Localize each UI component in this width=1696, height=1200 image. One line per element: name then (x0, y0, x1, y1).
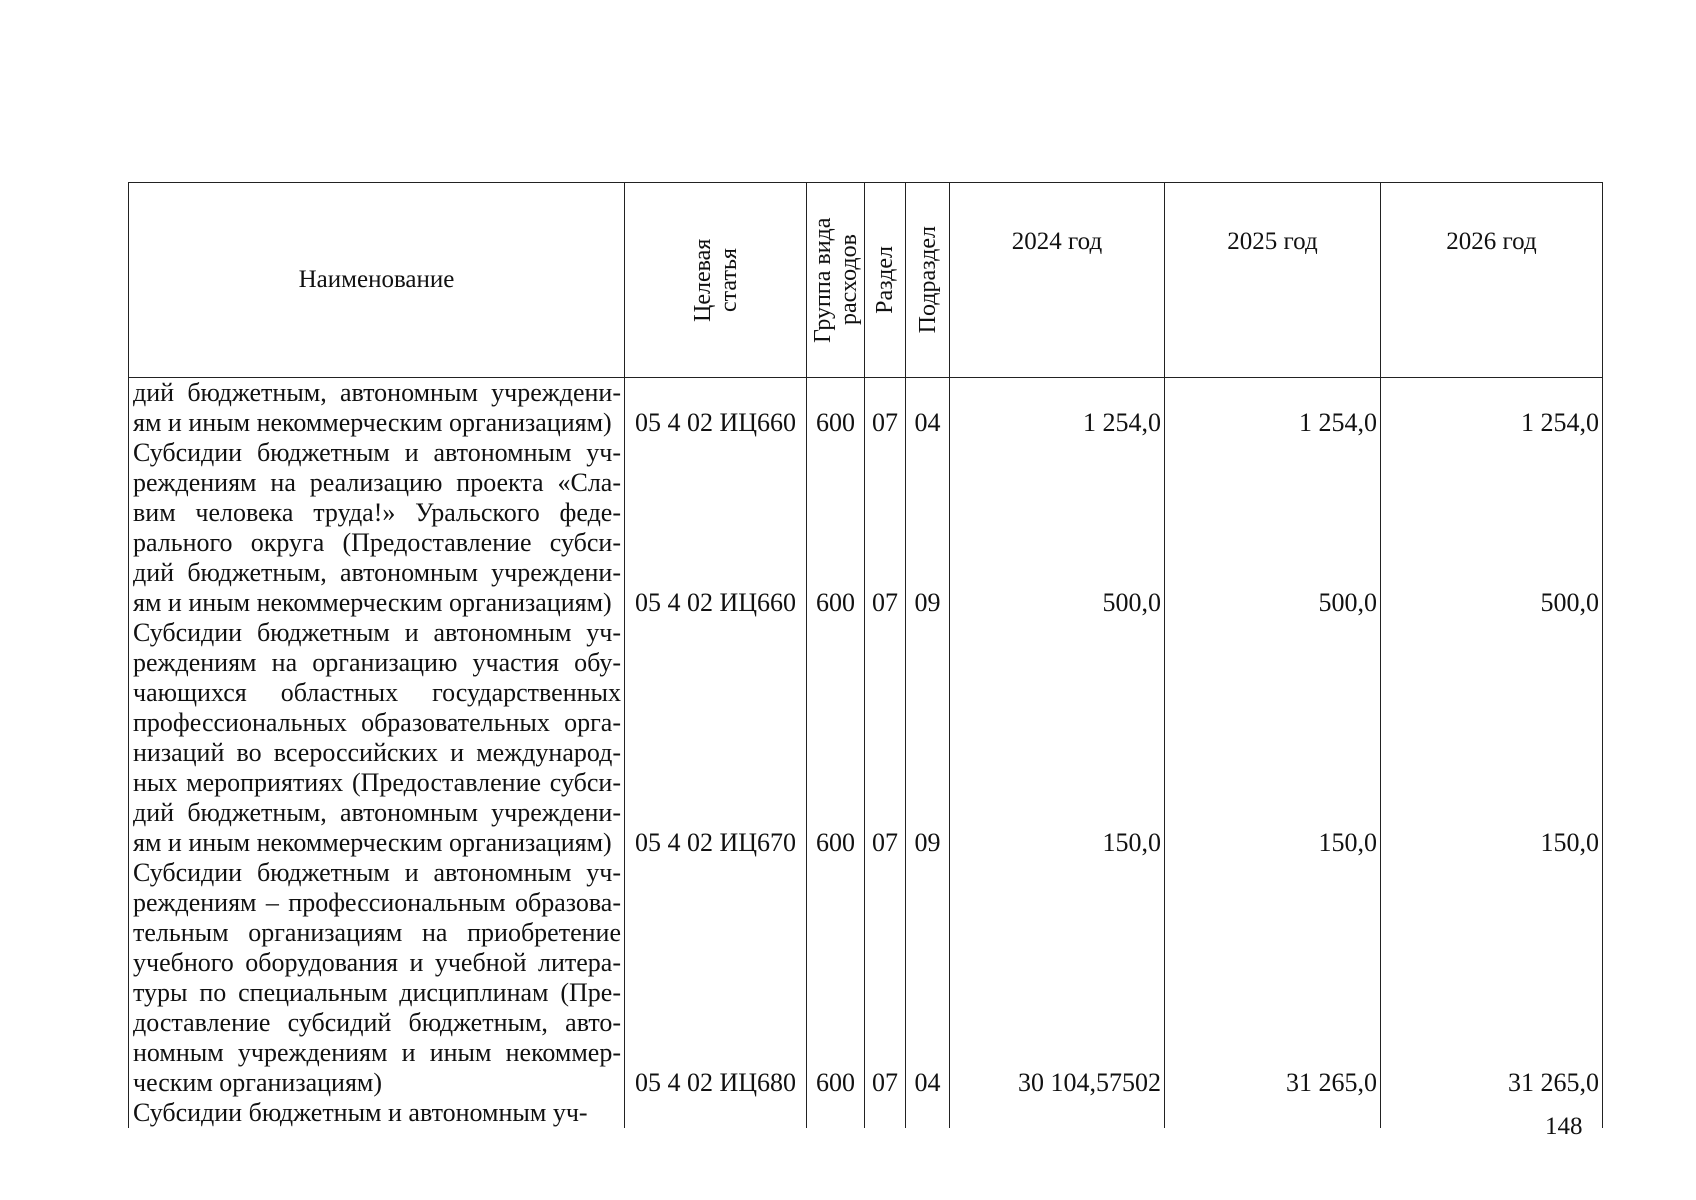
amount-2025-cell: 1 254,0 (1165, 378, 1381, 439)
name-line: Субсидии бюджетным и автономным уч- (133, 1098, 588, 1127)
name-cell (129, 378, 625, 439)
name-line: ям и иным некоммерческим организациям) (133, 408, 612, 437)
amount-2025-cell: 150,0 (1165, 618, 1381, 858)
table-body (129, 378, 1603, 1129)
table-row (129, 618, 1603, 858)
header-subsection: Подраздел (906, 183, 950, 378)
budget-table (128, 182, 1603, 1128)
target-article-cell: 05 4 02 ИЦ660 (625, 438, 807, 618)
section-cell: 07 (865, 438, 906, 618)
name-line: дий бюджетным, автономным учреждени- (133, 558, 621, 587)
table-row (129, 1098, 1603, 1128)
name-line: профессиональных образовательных орга- (133, 708, 621, 737)
name-cell (129, 1098, 625, 1128)
target-article-cell: 05 4 02 ИЦ660 (625, 378, 807, 439)
header-year-2025: 2025 год (1165, 183, 1381, 378)
amount-2025-cell: 500,0 (1165, 438, 1381, 618)
header-target-article: Целевая статья (625, 183, 807, 378)
subsection-cell: 04 (906, 378, 950, 439)
name-line: Субсидии бюджетным и автономным уч- (133, 858, 621, 887)
amount-2024-cell: 150,0 (950, 618, 1165, 858)
header-name: Наименование (129, 183, 625, 378)
page-number: 148 (1545, 1113, 1583, 1140)
expense-group-cell: 600 (807, 378, 865, 439)
expense-group-cell (807, 1098, 865, 1128)
expense-group-cell: 600 (807, 858, 865, 1098)
subsection-cell: 09 (906, 438, 950, 618)
amount-2026-cell: 500,0 (1381, 438, 1603, 618)
target-article-cell (625, 1098, 807, 1128)
name-cell (129, 618, 625, 858)
header-year-2024: 2024 год (950, 183, 1165, 378)
subsection-cell: 09 (906, 618, 950, 858)
name-line: реждениям на организацию участия обу- (133, 648, 621, 677)
name-line: низаций во всероссийских и международ- (133, 738, 621, 767)
name-line: реждениям на реализацию проекта «Сла- (133, 468, 621, 497)
amount-2026-cell: 1 254,0 (1381, 378, 1603, 439)
header-section: Раздел (865, 183, 906, 378)
subsection-cell: 04 (906, 858, 950, 1098)
amount-2025-cell: 31 265,0 (1165, 858, 1381, 1098)
name-line: Субсидии бюджетным и автономным уч- (133, 438, 621, 467)
header-year-2026: 2026 год (1381, 183, 1603, 378)
subsection-cell (906, 1098, 950, 1128)
amount-2024-cell (950, 1098, 1165, 1128)
header-expense-group: Группа вида расходов (807, 183, 865, 378)
amount-2026-cell: 31 265,0 (1381, 858, 1603, 1098)
name-line: ям и иным некоммерческим организациям) (133, 828, 612, 857)
name-cell (129, 438, 625, 618)
name-line: чающихся областных государственных (133, 678, 621, 707)
target-article-cell: 05 4 02 ИЦ670 (625, 618, 807, 858)
section-cell (865, 1098, 906, 1128)
name-line: ных мероприятиях (Предоставление субси- (133, 768, 621, 797)
name-line: учебного оборудования и учебной литера- (133, 948, 621, 977)
name-line: рального округа (Предоставление субси- (133, 528, 621, 557)
name-line: дий бюджетным, автономным учреждени- (133, 378, 621, 407)
name-line: дий бюджетным, автономным учреждени- (133, 798, 621, 827)
name-line: тельным организациям на приобретение (133, 918, 621, 947)
table-row (129, 858, 1603, 1098)
name-line: вим человека труда!» Уральского феде- (133, 498, 621, 527)
name-line: туры по специальным дисциплинам (Пре- (133, 978, 621, 1007)
expense-group-cell: 600 (807, 438, 865, 618)
expense-group-cell: 600 (807, 618, 865, 858)
amount-2024-cell: 1 254,0 (950, 378, 1165, 439)
name-line: реждениям – профессиональным образова- (133, 888, 621, 917)
section-cell: 07 (865, 618, 906, 858)
name-line: доставление субсидий бюджетным, авто- (133, 1008, 621, 1037)
amount-2026-cell: 150,0 (1381, 618, 1603, 858)
name-line: номным учреждениям и иным некоммер- (133, 1038, 621, 1067)
amount-2025-cell (1165, 1098, 1381, 1128)
name-line: ческим организациям) (133, 1068, 383, 1097)
amount-2024-cell: 500,0 (950, 438, 1165, 618)
section-cell: 07 (865, 378, 906, 439)
target-article-cell: 05 4 02 ИЦ680 (625, 858, 807, 1098)
name-line: Субсидии бюджетным и автономным уч- (133, 618, 621, 647)
table-row (129, 438, 1603, 618)
name-cell (129, 858, 625, 1098)
table-header-row (129, 183, 1603, 378)
section-cell: 07 (865, 858, 906, 1098)
name-line: ям и иным некоммерческим организациям) (133, 588, 612, 617)
table-row (129, 378, 1603, 439)
amount-2024-cell: 30 104,57502 (950, 858, 1165, 1098)
